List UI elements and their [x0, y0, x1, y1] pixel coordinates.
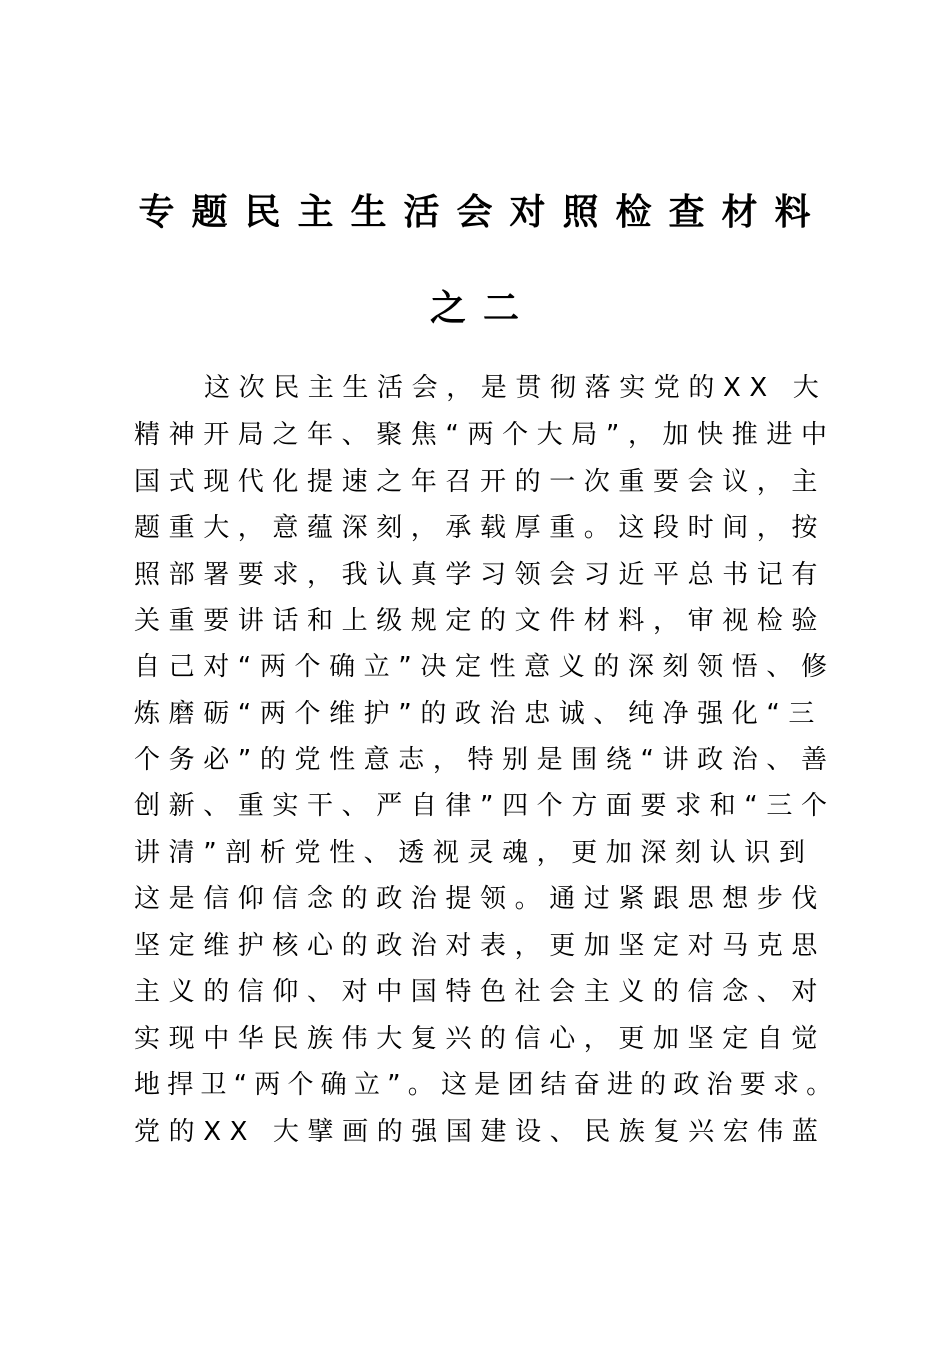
body-line-9: 个务必”的党性意志，特别是围绕“讲政治、善: [134, 745, 836, 775]
body-line-13: 坚定维护核心的政治对表，更加坚定对马克思: [134, 931, 827, 961]
body-line-2: 精神开局之年、聚焦“两个大局”，加快推进中: [134, 420, 836, 450]
body-line-1: 这次民主生活会，是贯彻落实党的XX 大: [204, 373, 828, 403]
body-line-6: 关重要讲话和上级规定的文件材料，审视检验: [134, 606, 827, 636]
body-line-15: 实现中华民族伟大复兴的信心，更加坚定自觉: [134, 1024, 827, 1054]
body-line-5: 照部署要求，我认真学习领会习近平总书记有: [134, 560, 827, 590]
body-line-14: 主义的信仰、对中国特色社会主义的信念、对: [134, 977, 827, 1007]
body-line-12: 这是信仰信念的政治提领。通过紧跟思想步伐: [134, 884, 827, 914]
body-line-11: 讲清”剖析党性、透视灵魂，更加深刻认识到: [134, 838, 814, 868]
body-line-16: 地捍卫“两个确立”。这是团结奋进的政治要求。: [134, 1070, 840, 1100]
body-line-7: 自己对“两个确立”决定性意义的深刻领悟、修: [134, 652, 836, 682]
body-line-10: 创新、重实干、严自律”四个方面要求和“三个: [134, 791, 836, 821]
body-line-3: 国式现代化提速之年召开的一次重要会议，主: [134, 467, 827, 497]
body-line-4: 题重大，意蕴深刻，承载厚重。这段时间，按: [134, 513, 827, 543]
document-title-line-2: 之二: [429, 288, 536, 329]
document-title-line-1: 专题民主生活会对照检查材料: [138, 192, 828, 233]
body-line-17: 党的XX 大擘画的强国建设、民族复兴宏伟蓝: [134, 1117, 827, 1147]
body-line-8: 炼磨砺“两个维护”的政治忠诚、纯净强化“三: [134, 699, 824, 729]
